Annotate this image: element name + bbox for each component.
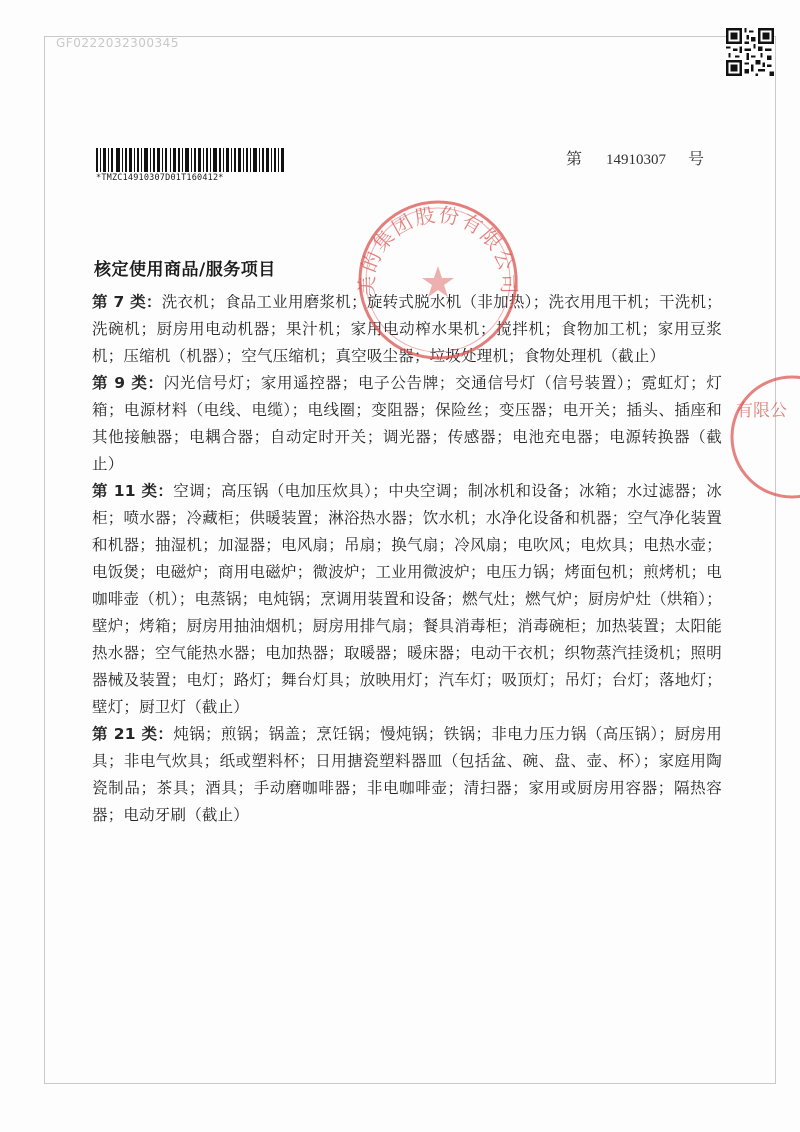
registration-number-value: 14910307 <box>606 152 667 168</box>
class-label: 第 11 类： <box>92 482 174 500</box>
class-label: 第 21 类： <box>92 725 174 743</box>
barcode-icon <box>96 148 286 172</box>
class-21-paragraph <box>92 721 722 829</box>
registration-number <box>566 146 704 169</box>
document-code: GF0222032300345 <box>56 36 179 50</box>
class-11-paragraph <box>92 478 722 721</box>
class-9-paragraph <box>92 370 722 478</box>
barcode-text: *TMZC14910307D01T160412* <box>96 173 224 183</box>
class-items: 空调；高压锅（电加压炊具）；中央空调；制冰机和设备；冰箱；水过滤器；冰柜；喷水器；冷藏柜；供暖装置；淋浴热水器；饮水机；水净化设备和机器；空气净化装置和机器；抽湿机；加湿器；电风扇；吊扇；换气扇；冷风扇；电吹风；电炊具；电热水壶；电饭煲；电磁炉；商用电磁炉；微波炉；工业用微波炉；电压力锅；烤面包机；煎烤机；电咖啡壶（机）；电蒸锅；电炖锅；烹调用装置和设备；燃气灶；燃气炉；厨房炉灶（烘箱）；壁炉；烤箱；厨房用抽油烟机；厨房用排气扇；餐具消毒柜；消毒碗柜；加热装置；太阳能热水器；空气能热水器；电加热器；取暖器；暖床器；电动干衣机；织物蒸汽挂烫机；照明器械及装置；电灯；路灯；舞台灯具；放映用灯；汽车灯；吸顶灯；吊灯；台灯；落地灯；壁灯；厨卫灯（截止） <box>92 482 722 716</box>
class-items: 洗衣机；食品工业用磨浆机；旋转式脱水机（非加热）；洗衣用甩干机；干洗机；洗碗机；厨房用电动机器；果汁机；家用电动榨水果机；搅拌机；食物加工机；家用豆浆机；压缩机（机器）；空气压缩机；真空吸尘器；垃圾处理机；食物处理机（截止） <box>92 293 722 365</box>
class-items: 闪光信号灯；家用遥控器；电子公告牌；交通信号灯（信号装置）；霓虹灯；灯箱；电源材料（电线、电缆）；电线圈；变阻器；保险丝；变压器；电开关；插头、插座和其他接触器；电耦合器；自动定时开关；调光器；传感器；电池充电器；电源转换器（截止） <box>92 374 722 473</box>
registration-prefix: 第 <box>566 149 583 168</box>
class-label: 第 7 类： <box>92 293 162 311</box>
registration-suffix: 号 <box>688 149 705 168</box>
svg-text:美的集团股份有限公司: 美的集团股份有限公司 <box>354 202 522 297</box>
edge-seal-text: 有限公 <box>736 401 787 421</box>
qr-code-icon <box>726 28 774 76</box>
barcode-block <box>96 148 296 183</box>
goods-services-list <box>92 289 722 829</box>
class-items: 炖锅；煎锅；锅盖；烹饪锅；慢炖锅；铁锅；非电力压力锅（高压锅）；厨房用具；非电气炊具；纸或塑料杯；日用搪瓷塑料器皿（包括盆、碗、盘、壶、杯）；家庭用陶瓷制品；茶具；酒具；手动磨咖啡器；非电咖啡壶；清扫器；家用或厨房用容器；隔热容器；电动牙刷（截止） <box>92 725 722 824</box>
class-7-paragraph <box>92 289 722 370</box>
section-title: 核定使用商品/服务项目 <box>94 260 276 280</box>
class-label: 第 9 类： <box>92 374 164 392</box>
